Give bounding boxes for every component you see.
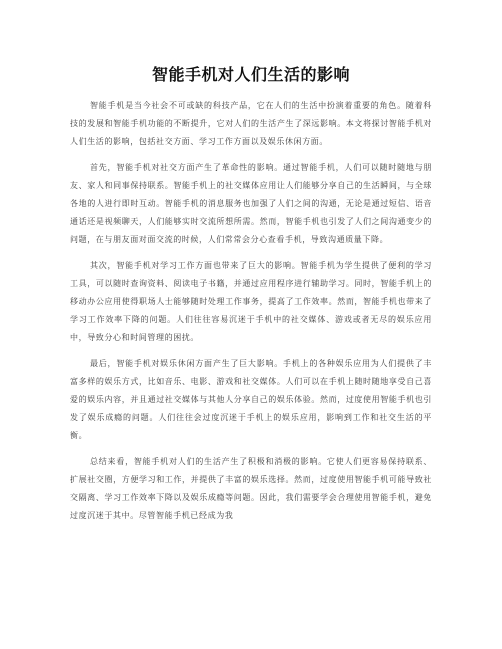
paragraph-intro: 智能手机是当今社会不可或缺的科技产品，它在人们的生活中扮演着重要的角色。随着科技的发展和智能手机功能的不断提升，它对人们的生活产生了深远影响。本文将探讨智能手机对人们生活的影响，包括社交方面、学习工作方面以及娱乐休闲方面。 (70, 101, 432, 147)
document-title: 智能手机对人们生活的影响 (151, 65, 350, 84)
paragraph-entertainment: 最后，智能手机对娱乐休闲方面产生了巨大影响。手机上的各种娱乐应用为人们提供了丰富多样的娱乐方式，比如音乐、电影、游戏和社交媒体。人们可以在手机上随时随地享受自己喜爱的娱乐内容，并且通过社交媒体与其他人分享自己的娱乐体验。然而，过度使用智能手机也引发了娱乐成瘾的问题。人们往往会过度沉迷于手机上的娱乐应用，影响到工作和社交生活的平衡。 (70, 358, 432, 441)
document-body (70, 97, 432, 532)
paragraph-social: 首先，智能手机对社交方面产生了革命性的影响。通过智能手机，人们可以随时随地与朋友、家人和同事保持联系。智能手机上的社交媒体应用让人们能够分享自己的生活瞬间，与全球各地的人进行即时互动。智能手机的消息服务也加强了人们之间的沟通，无论是通过短信、语音通话还是视频聊天，人们能够实时交流所想所需。然而，智能手机也引发了人们之间沟通变少的问题，在与朋友面对面交流的时候，人们常常会分心查看手机，导致沟通质量下降。 (70, 162, 432, 245)
paragraph-study-work: 其次，智能手机对学习工作方面也带来了巨大的影响。智能手机为学生提供了便利的学习工具，可以随时查询资料、阅读电子书籍，并通过应用程序进行辅助学习。同时，智能手机上的移动办公应用使得职场人士能够随时处理工作事务，提高了工作效率。然而，智能手机也带来了学习工作效率下降的问题。人们往往容易沉迷于手机中的社交媒体、游戏或者无尽的娱乐应用中，导致分心和时间管理的困扰。 (70, 260, 432, 343)
paragraph-conclusion: 总结来看，智能手机对人们的生活产生了积极和消极的影响。它使人们更容易保持联系、扩展社交圈，方便学习和工作，并提供了丰富的娱乐选择。然而，过度使用智能手机可能导致社交隔离、学习工作效率下降以及娱乐成瘾等问题。因此，我们需要学会合理使用智能手机，避免过度沉迷于其中。尽管智能手机已经成为我 (70, 456, 432, 521)
